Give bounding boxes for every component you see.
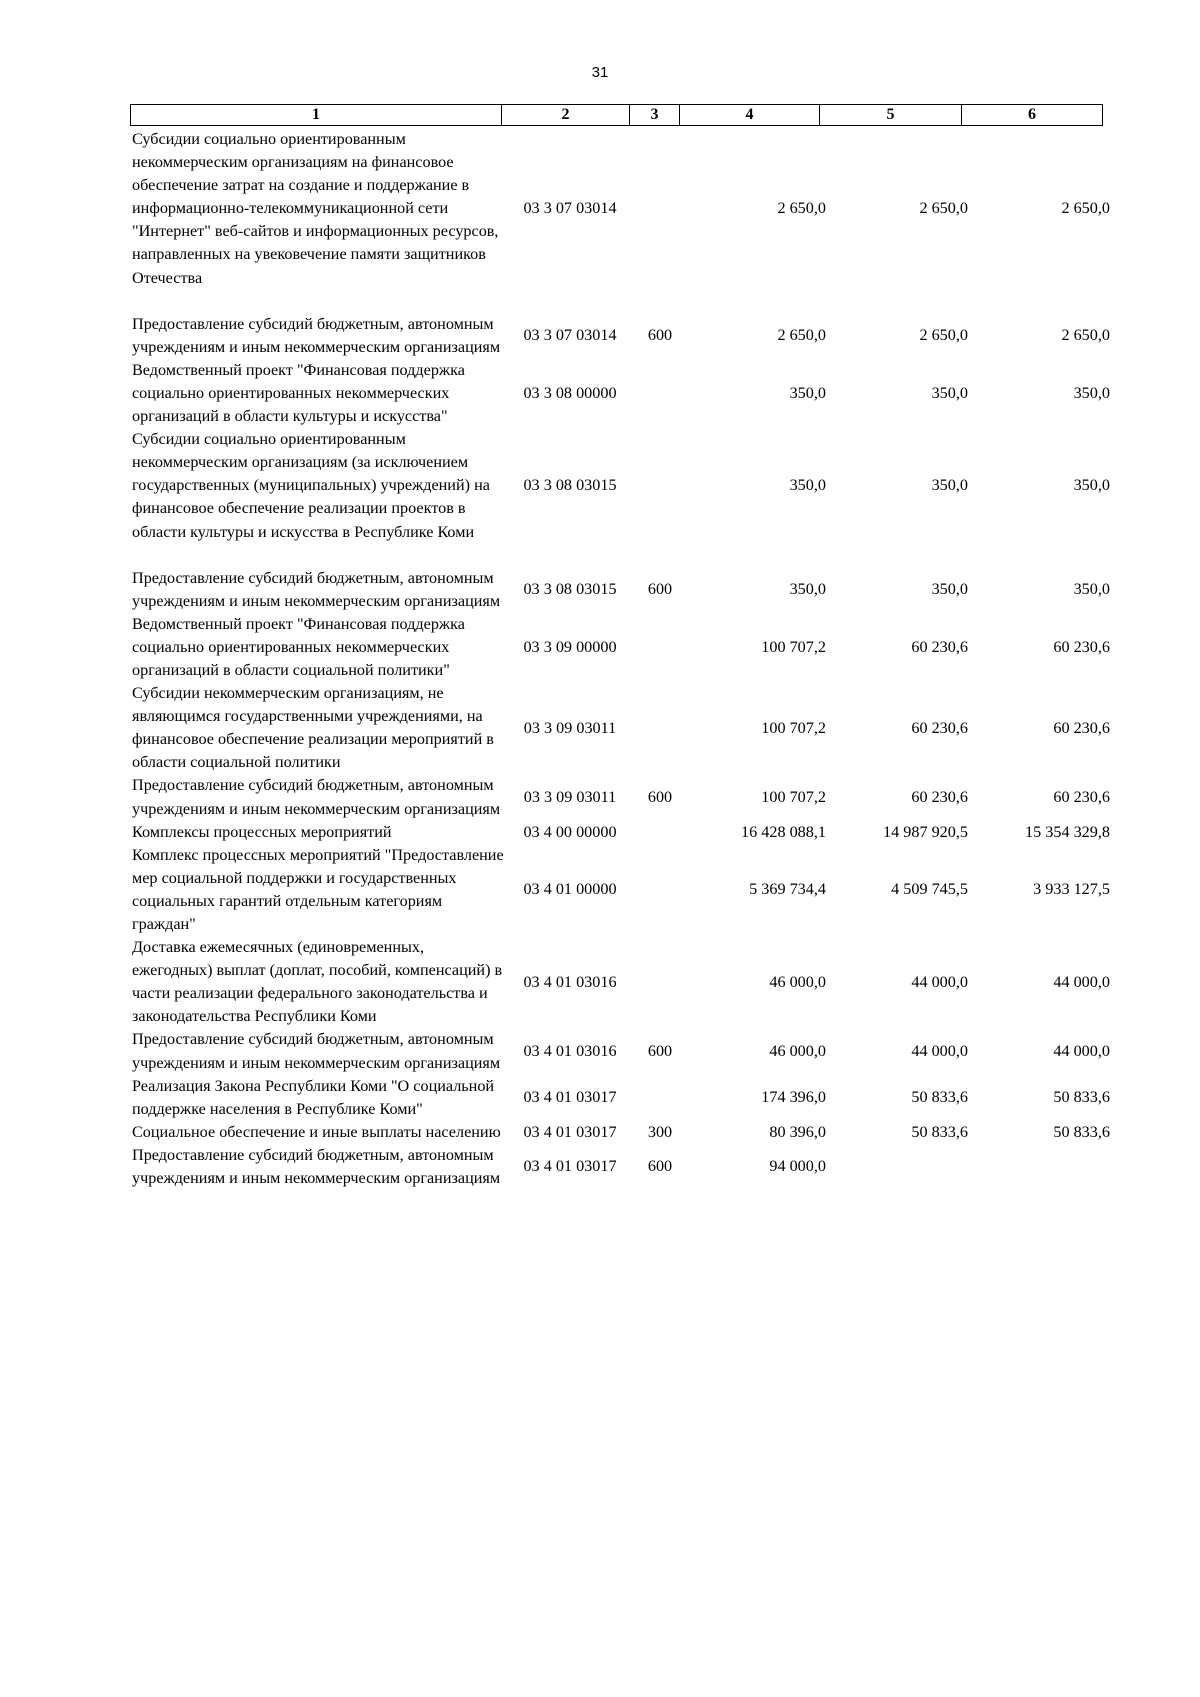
row-code: 03 3 09 00000 <box>523 637 617 656</box>
row-code: 03 4 01 03017 <box>523 1157 617 1176</box>
row-value-3: 350,0 <box>1073 383 1110 402</box>
row-value-2: 60 230,6 <box>911 637 968 656</box>
row-type: 300 <box>647 1122 673 1141</box>
row-value-1: 5 369 734,4 <box>749 880 826 899</box>
row-type: 600 <box>647 1157 673 1176</box>
row-value-1: 80 396,0 <box>769 1122 826 1141</box>
row-name: Предоставление субсидий бюджетным, автономным учреждениям и иным некоммерческим организациям <box>132 568 501 610</box>
row-type <box>634 613 686 682</box>
row-value-3: 350,0 <box>1073 580 1110 599</box>
row-code: 03 4 01 03017 <box>523 1122 617 1141</box>
row-type <box>634 844 686 936</box>
row-value-2: 60 230,6 <box>911 787 968 806</box>
row-code: 03 4 01 03017 <box>523 1088 617 1107</box>
header-col-5: 5 <box>820 105 962 125</box>
row-value-1: 100 707,2 <box>761 718 826 737</box>
row-type <box>634 128 686 290</box>
row-code: 03 3 07 03014 <box>523 199 617 218</box>
budget-table <box>132 128 1110 1190</box>
header-col-2: 2 <box>502 105 630 125</box>
table-row <box>132 1121 1110 1144</box>
row-name: Социальное обеспечение и иные выплаты населению <box>132 1122 501 1141</box>
row-value-3: 44 000,0 <box>1053 1042 1110 1061</box>
row-name: Субсидии социально ориентированным некоммерческим организациям на финансовое обеспечение затрат на создание и поддержание в информационно-телекоммуникационной сети "Интернет" веб-сайтов и информационных ресурсов, направленных на увековечение памяти защитников Отечества <box>132 130 499 287</box>
table-row <box>132 428 1110 543</box>
table-row <box>132 128 1110 290</box>
table-row <box>132 774 1110 820</box>
row-value-1: 46 000,0 <box>769 1042 826 1061</box>
row-value-3: 3 933 127,5 <box>1033 880 1110 899</box>
page-number: 31 <box>591 64 609 81</box>
row-name: Доставка ежемесячных (единовременных, ежегодных) выплат (доплат, пособий, компенсаций) в части реализации федерального законодательства и законодательства Республики Коми <box>132 938 503 1026</box>
row-name: Комплекс процессных мероприятий "Предоставление мер социальной поддержки и государственных социальных гарантий отдельным категориям граждан" <box>132 845 504 933</box>
row-gap <box>132 290 1110 313</box>
row-value-3: 60 230,6 <box>1053 718 1110 737</box>
row-value-3: 44 000,0 <box>1053 972 1110 991</box>
row-value-3: 60 230,6 <box>1053 637 1110 656</box>
row-value-2 <box>826 1144 968 1190</box>
row-value-1: 94 000,0 <box>769 1157 826 1176</box>
row-code: 03 3 08 03015 <box>523 476 617 495</box>
row-value-1: 174 396,0 <box>761 1088 826 1107</box>
row-type <box>634 359 686 428</box>
row-value-1: 100 707,2 <box>761 787 826 806</box>
row-value-3: 50 833,6 <box>1053 1088 1110 1107</box>
row-value-1: 350,0 <box>789 383 826 402</box>
row-code: 03 4 01 00000 <box>523 880 617 899</box>
row-code: 03 4 01 03016 <box>523 972 617 991</box>
row-type: 600 <box>647 1042 673 1061</box>
row-value-2: 50 833,6 <box>911 1088 968 1107</box>
table-row <box>132 359 1110 428</box>
row-value-2: 2 650,0 <box>919 326 968 345</box>
table-row <box>132 844 1110 936</box>
row-value-3: 60 230,6 <box>1053 787 1110 806</box>
row-value-3: 350,0 <box>1073 476 1110 495</box>
table-row <box>132 936 1110 1028</box>
row-name: Субсидии социально ориентированным некоммерческим организациям (за исключением государственных (муниципальных) учреждений) на финансовое обеспечение реализации проектов в области культуры и искусства в Республике Коми <box>132 430 490 541</box>
row-code: 03 3 09 03011 <box>523 787 617 806</box>
row-name: Субсидии некоммерческим организациям, не являющимся государственными учреждениями, на финансовое обеспечение реализации мероприятий в области социальной политики <box>132 684 494 772</box>
row-type <box>634 682 686 774</box>
row-name: Реализация Закона Республики Коми "О социальной поддержке населения в Республике Коми" <box>132 1076 495 1118</box>
row-value-1: 350,0 <box>789 580 826 599</box>
row-type <box>634 821 686 844</box>
header-col-6: 6 <box>1028 106 1036 123</box>
row-name: Предоставление субсидий бюджетным, автономным учреждениям и иным некоммерческим организациям <box>132 314 501 356</box>
row-name: Предоставление субсидий бюджетным, автономным учреждениям и иным некоммерческим организациям <box>132 1145 501 1188</box>
row-value-2: 50 833,6 <box>911 1122 968 1141</box>
table-row <box>132 1075 1110 1121</box>
row-name: Предоставление субсидий бюджетным, автономным учреждениям и иным некоммерческим организациям <box>132 1030 501 1072</box>
row-value-1: 2 650,0 <box>777 326 826 345</box>
row-type <box>634 936 686 1028</box>
row-value-3: 50 833,6 <box>1053 1122 1110 1141</box>
row-value-3: 2 650,0 <box>1061 326 1110 345</box>
row-code: 03 3 09 03011 <box>523 718 617 737</box>
row-value-2: 2 650,0 <box>919 199 968 218</box>
row-code: 03 3 07 03014 <box>523 326 617 345</box>
row-value-2: 350,0 <box>931 580 968 599</box>
table-row <box>132 567 1110 613</box>
row-value-1: 350,0 <box>789 476 826 495</box>
table-row <box>132 1144 1110 1190</box>
header-col-4: 4 <box>680 105 820 125</box>
row-name: Ведомственный проект "Финансовая поддержка социально ориентированных некоммерческих организаций в области социальной политики" <box>132 614 465 679</box>
row-value-1: 100 707,2 <box>761 637 826 656</box>
row-value-2: 60 230,6 <box>911 718 968 737</box>
table-row <box>132 613 1110 682</box>
row-type: 600 <box>647 326 673 345</box>
row-type <box>634 1075 686 1121</box>
row-name: Предоставление субсидий бюджетным, автономным учреждениям и иным некоммерческим организациям <box>132 776 501 818</box>
row-name: Комплексы процессных мероприятий <box>132 822 392 841</box>
row-code: 03 3 08 00000 <box>523 383 617 402</box>
row-value-2: 44 000,0 <box>911 1042 968 1061</box>
row-type: 600 <box>647 580 673 599</box>
table-row <box>132 1028 1110 1074</box>
row-value-1: 2 650,0 <box>777 199 826 218</box>
row-value-3: 2 650,0 <box>1061 199 1110 218</box>
row-code: 03 4 01 03016 <box>523 1042 617 1061</box>
table-row <box>132 821 1110 844</box>
row-value-2: 350,0 <box>931 476 968 495</box>
row-name: Ведомственный проект "Финансовая поддержка социально ориентированных некоммерческих организаций в области культуры и искусства" <box>132 360 465 426</box>
row-type: 600 <box>647 787 673 806</box>
header-col-1: 1 <box>131 105 502 125</box>
row-value-2: 4 509 745,5 <box>891 880 968 899</box>
row-value-2: 44 000,0 <box>911 972 968 991</box>
row-code: 03 4 00 00000 <box>523 822 617 841</box>
header-col-3: 3 <box>630 105 680 125</box>
row-gap <box>132 544 1110 567</box>
table-row <box>132 313 1110 359</box>
row-code: 03 3 08 03015 <box>523 580 617 599</box>
row-type <box>634 428 686 543</box>
table-row <box>132 682 1110 774</box>
row-value-3: 15 354 329,8 <box>1025 822 1110 841</box>
row-value-3 <box>968 1144 1110 1190</box>
row-value-1: 46 000,0 <box>769 972 826 991</box>
row-value-1: 16 428 088,1 <box>741 822 826 841</box>
row-value-2: 14 987 920,5 <box>883 822 968 841</box>
table-header <box>130 104 1103 126</box>
row-value-2: 350,0 <box>931 383 968 402</box>
